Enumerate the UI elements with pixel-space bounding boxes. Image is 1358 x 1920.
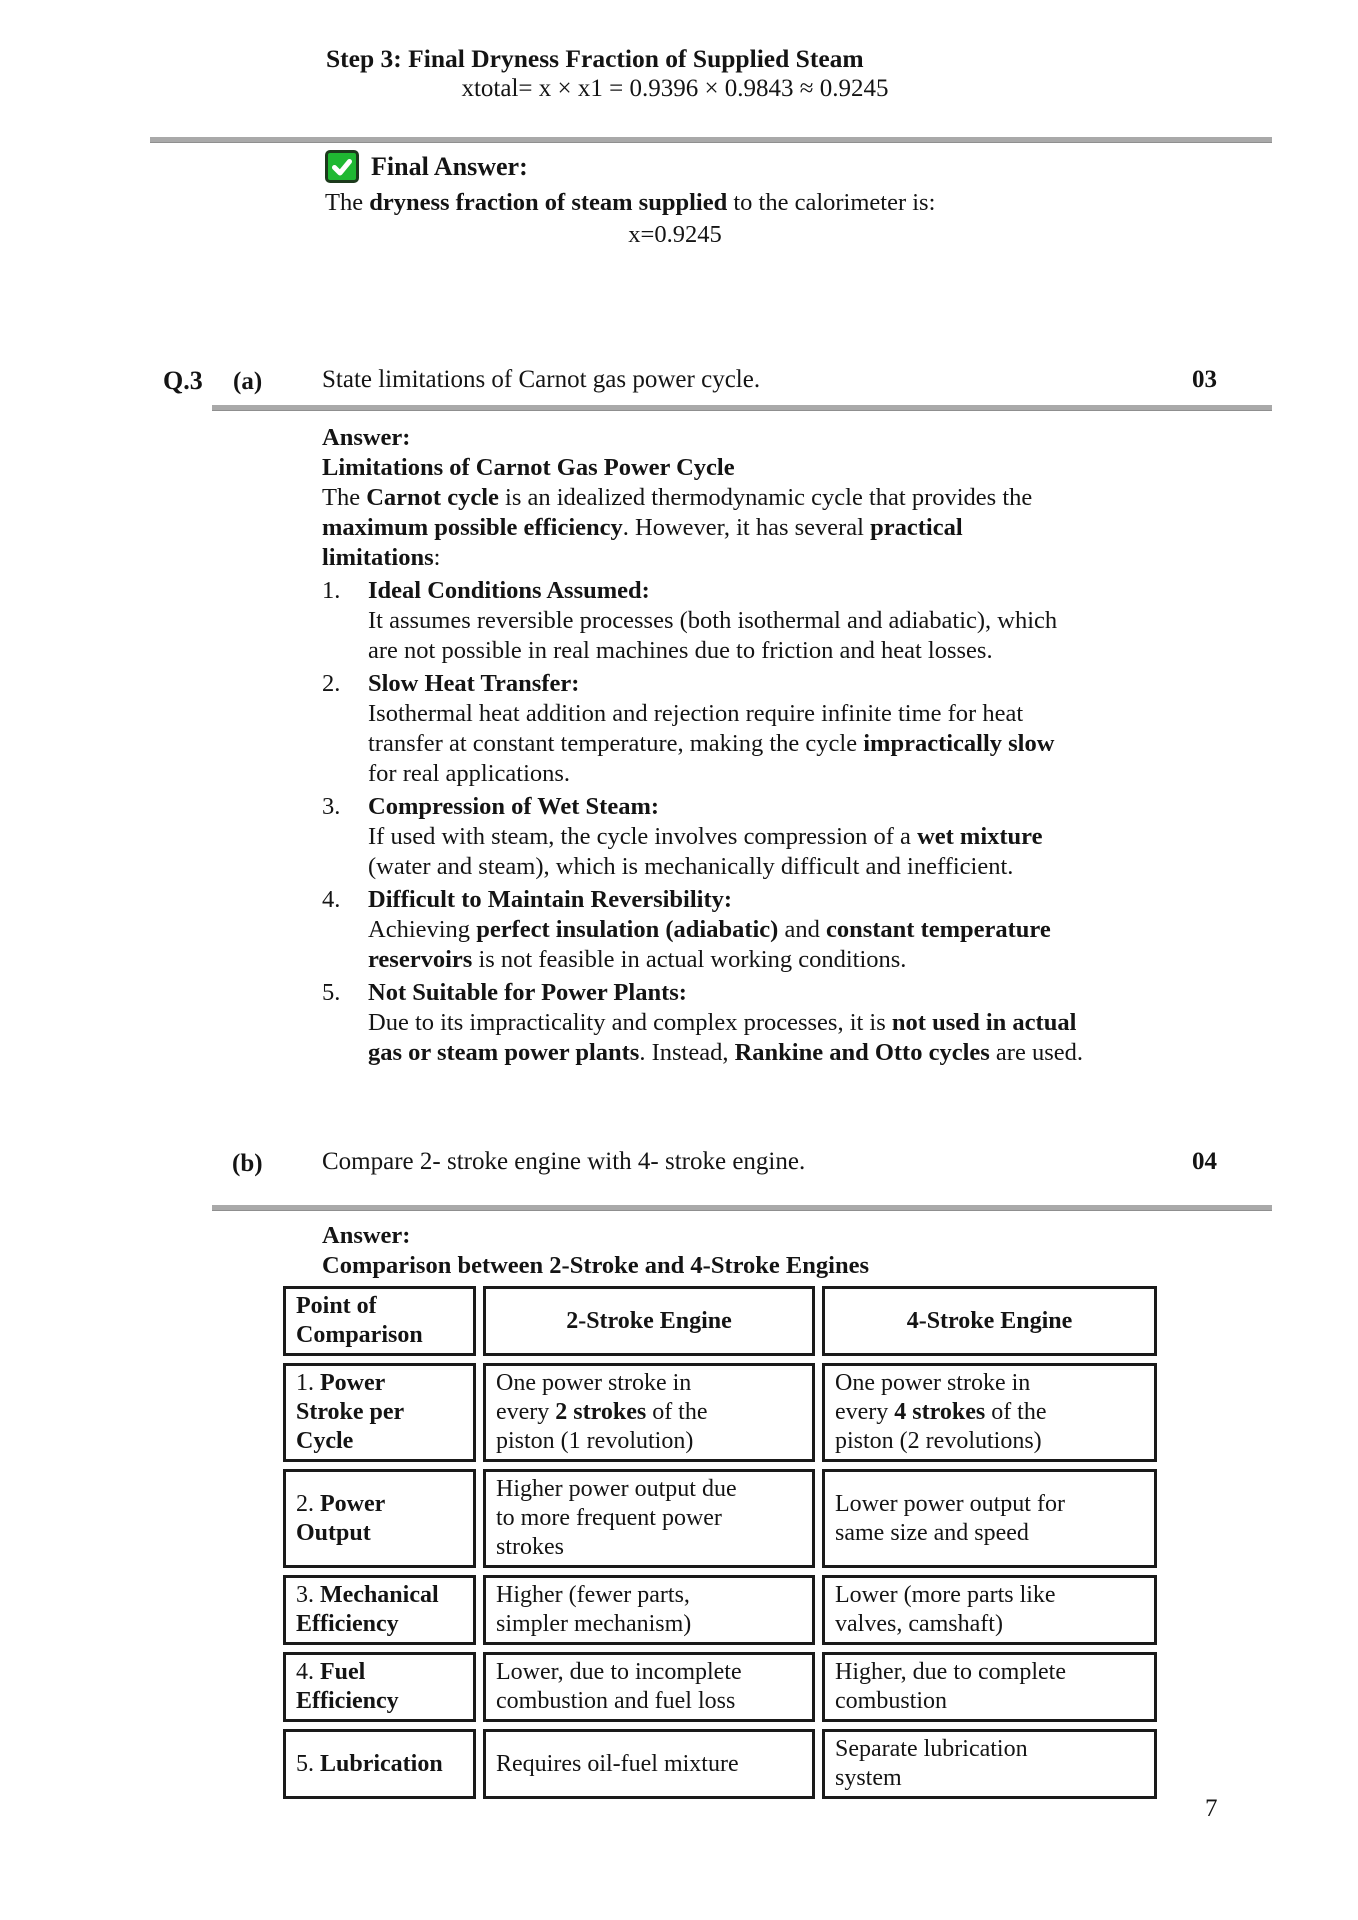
comparison-table [283,1286,1157,1799]
table-cell: One power stroke in every 4 strokes of the piston (2 revolutions) [822,1363,1157,1462]
list-item-5 [322,978,1134,1068]
table-header-2-stroke: 2-Stroke Engine [483,1286,815,1356]
table-header-point-of-comparison: Point of Comparison [283,1286,476,1356]
item-number: 1. [322,577,341,604]
item-text: If used with steam, the cycle involves compression of a wet mixture (water and steam), which is mechanically difficult and inefficient. [368,823,1043,880]
table-row-label: 3. Mechanical Efficiency [283,1575,476,1645]
table-cell: Separate lubrication system [822,1729,1157,1799]
table-row-label: 5. Lubrication [283,1729,476,1799]
table-cell: Lower power output for same size and speed [822,1469,1157,1568]
step3-formula: xtotal= x × x1 = 0.9396 × 0.9843 ≈ 0.9245 [461,75,889,102]
item-number: 4. [322,886,341,913]
section-divider [150,137,1272,143]
question-part-a: (a) [233,368,263,395]
table-cell: Higher (fewer parts, simpler mechanism) [483,1575,815,1645]
step3-heading: Step 3: Final Dryness Fraction of Supplied Steam [326,44,864,73]
table-header-4-stroke: 4-Stroke Engine [822,1286,1157,1356]
final-answer-row [325,150,528,183]
question-text-b: Compare 2- stroke engine with 4- stroke engine. [322,1148,806,1175]
answer-label-a: Answer: [322,424,411,451]
item-title: Ideal Conditions Assumed: [368,577,650,604]
item-number: 5. [322,979,341,1006]
answer-block-a [322,423,1134,1068]
table-cell: One power stroke in every 2 strokes of the piston (1 revolution) [483,1363,815,1462]
table-cell: Lower, due to incomplete combustion and fuel loss [483,1652,815,1722]
question-part-b: (b) [232,1150,263,1177]
table-cell: Higher power output due to more frequent power strokes [483,1469,815,1568]
section-divider [212,1205,1272,1211]
table-row-label: 1. Power Stroke per Cycle [283,1363,476,1462]
item-text: It assumes reversible processes (both isothermal and adiabatic), which are not possible in real machines due to friction and heat losses. [368,607,1058,664]
section-divider [212,405,1272,411]
item-title: Difficult to Maintain Reversibility: [368,886,733,913]
final-answer-line: The dryness fraction of steam supplied to the calorimeter is: [325,189,936,216]
comparison-table-title: Comparison between 2-Stroke and 4-Stroke Engines [322,1252,869,1279]
item-text: Achieving perfect insulation (adiabatic) and constant temperature reservoirs is not feasible in actual working conditions. [368,916,1051,973]
question-number: Q.3 [163,366,203,395]
answer-intro: The Carnot cycle is an idealized thermodynamic cycle that provides the maximum possible efficiency. However, it has several practical limitations: [322,484,1033,571]
table-cell: Lower (more parts like valves, camshaft) [822,1575,1157,1645]
item-text: Isothermal heat addition and rejection require infinite time for heat transfer at constant temperature, making the cycle impractically slow for real applications. [368,700,1055,787]
item-title: Slow Heat Transfer: [368,670,580,697]
marks-b: 04 [1192,1148,1217,1175]
item-number: 2. [322,670,341,697]
list-item-2 [322,669,1134,789]
check-icon [325,150,359,183]
item-title: Not Suitable for Power Plants: [368,979,687,1006]
item-title: Compression of Wet Steam: [368,793,660,820]
question-text-a: State limitations of Carnot gas power cycle. [322,366,761,393]
table-row-label: 2. Power Output [283,1469,476,1568]
page-number: 7 [1205,1795,1218,1822]
table-cell: Higher, due to complete combustion [822,1652,1157,1722]
list-item-3 [322,792,1134,882]
final-answer-label: Final Answer: [371,151,528,181]
item-text: Due to its impracticality and complex processes, it is not used in actual gas or steam power plants. Instead, Rankine and Otto cycles are used. [368,1009,1083,1066]
answer-label-b: Answer: [322,1222,411,1249]
table-row-label: 4. Fuel Efficiency [283,1652,476,1722]
item-number: 3. [322,793,341,820]
answer-title-a: Limitations of Carnot Gas Power Cycle [322,454,735,481]
table-cell: Requires oil-fuel mixture [483,1729,815,1799]
list-item-4 [322,885,1134,975]
final-answer-value: x=0.9245 [628,221,722,248]
marks-a: 03 [1192,366,1217,393]
list-item-1 [322,576,1134,666]
